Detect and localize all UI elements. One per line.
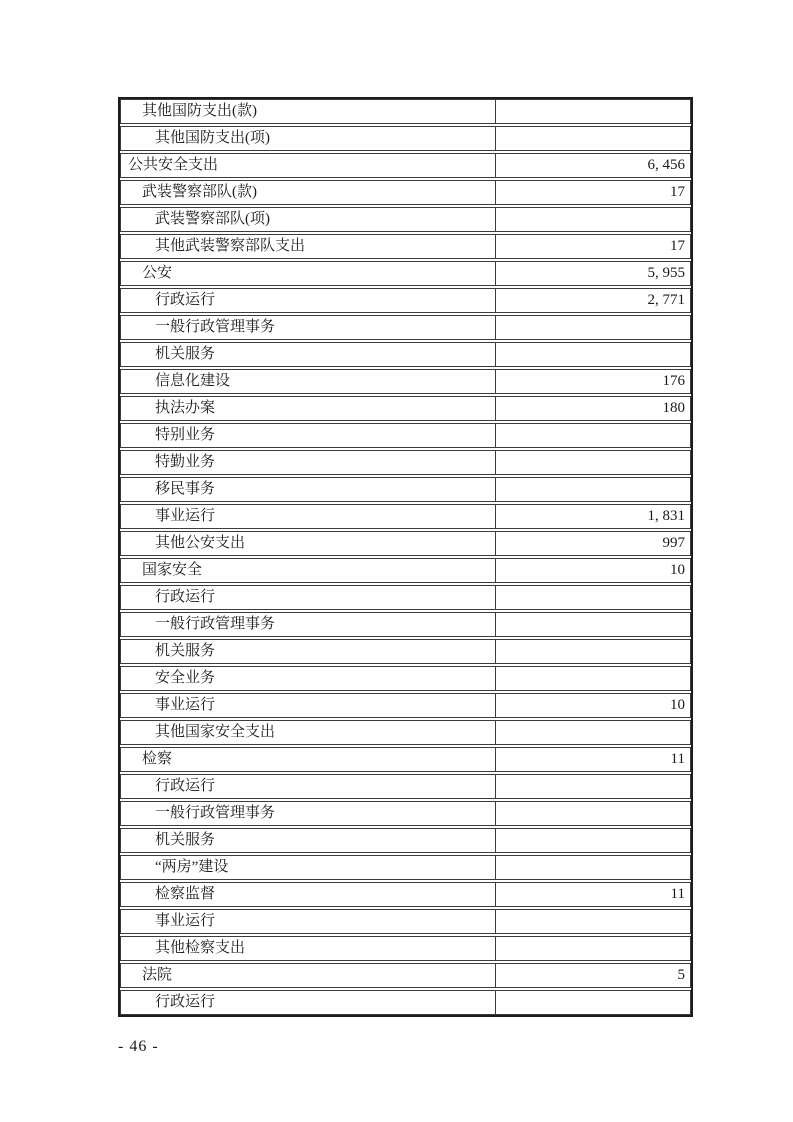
row-label: 其他国防支出(项) (121, 127, 496, 150)
table-row (120, 396, 691, 421)
row-label: 其他公安支出 (121, 532, 496, 555)
row-value (496, 343, 690, 366)
page-number: - 46 - (118, 1038, 159, 1055)
row-label: 其他国防支出(款) (121, 100, 496, 123)
row-value (496, 316, 690, 339)
table-row (120, 126, 691, 151)
row-value (496, 775, 690, 798)
row-value: 6, 456 (647, 157, 685, 173)
table-row (120, 504, 691, 529)
row-value: 11 (670, 751, 685, 767)
row-value: 17 (670, 184, 685, 200)
row-value: 11 (670, 886, 685, 902)
row-value: 180 (662, 400, 685, 416)
budget-table-rows (120, 99, 691, 1015)
row-value (496, 721, 690, 744)
row-value (496, 208, 690, 231)
table-row (120, 477, 691, 502)
row-label: 一般行政管理事务 (121, 316, 496, 339)
row-value (496, 451, 690, 474)
table-row (120, 585, 691, 610)
row-value (496, 829, 690, 852)
table-row (120, 936, 691, 961)
table-row (120, 234, 691, 259)
row-value (496, 478, 690, 501)
row-value (496, 127, 690, 150)
row-value (496, 667, 690, 690)
table-row (120, 342, 691, 367)
row-label: 国家安全 (121, 559, 496, 582)
row-label: 特别业务 (121, 424, 496, 447)
row-label: 机关服务 (121, 829, 496, 852)
table-row (120, 882, 691, 907)
row-label: 事业运行 (121, 910, 496, 933)
row-value: 5 (677, 967, 685, 983)
row-value: 997 (662, 535, 685, 551)
row-value (496, 937, 690, 960)
row-value (496, 991, 690, 1014)
row-value (496, 856, 690, 879)
row-label: 行政运行 (121, 586, 496, 609)
table-row (120, 801, 691, 826)
table-row (120, 963, 691, 988)
row-label: 行政运行 (121, 775, 496, 798)
table-row (120, 261, 691, 286)
row-value (496, 613, 690, 636)
table-row (120, 720, 691, 745)
row-label: 检察 (121, 748, 496, 771)
table-row (120, 693, 691, 718)
row-value: 10 (670, 697, 685, 713)
table-row (120, 828, 691, 853)
row-label: 信息化建设 (121, 370, 496, 393)
table-row (120, 180, 691, 205)
row-value (496, 424, 690, 447)
table-row (120, 909, 691, 934)
row-label: 事业运行 (121, 505, 496, 528)
row-value: 10 (670, 562, 685, 578)
row-value (496, 910, 690, 933)
row-label: 公共安全支出 (121, 154, 496, 177)
table-row (120, 774, 691, 799)
row-label: 其他武装警察部队支出 (121, 235, 496, 258)
table-row (120, 288, 691, 313)
row-label: 其他检察支出 (121, 937, 496, 960)
row-value: 176 (662, 373, 685, 389)
row-value (496, 100, 690, 123)
row-label: 移民事务 (121, 478, 496, 501)
row-value (496, 640, 690, 663)
row-value: 2, 771 (647, 292, 685, 308)
row-label: 机关服务 (121, 640, 496, 663)
table-row (120, 369, 691, 394)
row-label: 行政运行 (121, 289, 496, 312)
table-row (120, 531, 691, 556)
row-label: 事业运行 (121, 694, 496, 717)
table-row (120, 558, 691, 583)
row-value: 5, 955 (647, 265, 685, 281)
row-value (496, 802, 690, 825)
row-value: 1, 831 (647, 508, 685, 524)
table-row (120, 315, 691, 340)
table-row (120, 666, 691, 691)
row-label: 检察监督 (121, 883, 496, 906)
row-value (496, 586, 690, 609)
table-row (120, 990, 691, 1015)
table-row (120, 207, 691, 232)
row-label: 安全业务 (121, 667, 496, 690)
table-row (120, 99, 691, 124)
row-label: “两房”建设 (121, 856, 496, 879)
row-label: 机关服务 (121, 343, 496, 366)
budget-table (118, 97, 693, 1017)
table-row (120, 855, 691, 880)
row-label: 法院 (121, 964, 496, 987)
row-label: 武装警察部队(项) (121, 208, 496, 231)
table-row (120, 450, 691, 475)
row-label: 一般行政管理事务 (121, 802, 496, 825)
table-row (120, 612, 691, 637)
row-label: 一般行政管理事务 (121, 613, 496, 636)
row-label: 公安 (121, 262, 496, 285)
table-row (120, 747, 691, 772)
table-row (120, 153, 691, 178)
row-label: 执法办案 (121, 397, 496, 420)
row-label: 特勤业务 (121, 451, 496, 474)
row-value: 17 (670, 238, 685, 254)
row-label: 其他国家安全支出 (121, 721, 496, 744)
row-label: 武装警察部队(款) (121, 181, 496, 204)
row-label: 行政运行 (121, 991, 496, 1014)
table-row (120, 423, 691, 448)
table-row (120, 639, 691, 664)
